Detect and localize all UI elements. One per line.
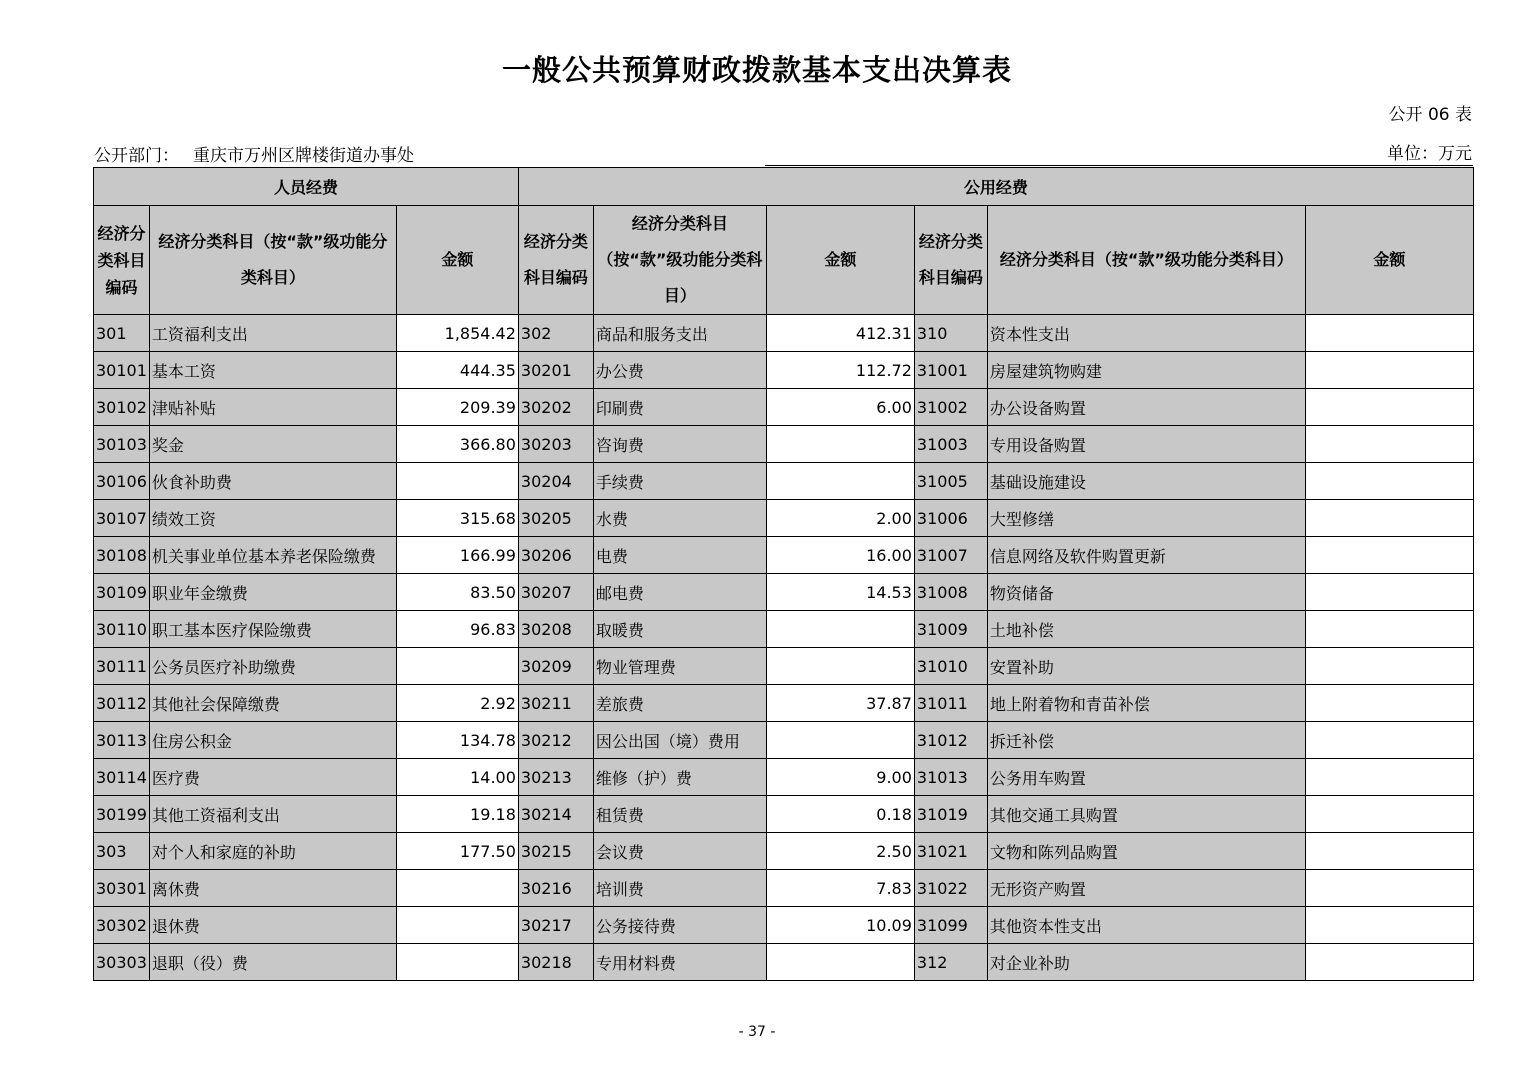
header-code: 经济分类科目编码 — [914, 206, 987, 315]
amount-cell: 444.35 — [396, 352, 518, 389]
amount-cell — [396, 944, 518, 981]
header-code: 经济分类科目编码 — [518, 206, 593, 315]
code-cell: 30112 — [94, 685, 150, 722]
name-cell: 水费 — [593, 500, 766, 537]
amount-cell — [766, 648, 914, 685]
name-cell: 土地补偿 — [987, 611, 1305, 648]
code-cell: 31009 — [914, 611, 987, 648]
code-cell: 30302 — [94, 907, 150, 944]
name-cell: 其他资本性支出 — [987, 907, 1305, 944]
table-row — [94, 833, 1474, 870]
name-cell: 因公出国（境）费用 — [593, 722, 766, 759]
amount-cell: 1,854.42 — [396, 315, 518, 352]
header-rule — [765, 165, 1473, 166]
code-cell: 31006 — [914, 500, 987, 537]
amount-cell: 19.18 — [396, 796, 518, 833]
code-cell: 30204 — [518, 463, 593, 500]
code-cell: 31021 — [914, 833, 987, 870]
table-row — [94, 648, 1474, 685]
amount-cell: 112.72 — [766, 352, 914, 389]
code-cell: 31003 — [914, 426, 987, 463]
column-header-row — [94, 206, 1474, 315]
name-cell: 物资储备 — [987, 574, 1305, 611]
code-cell: 31012 — [914, 722, 987, 759]
name-cell: 培训费 — [593, 870, 766, 907]
code-cell: 30110 — [94, 611, 150, 648]
name-cell: 安置补助 — [987, 648, 1305, 685]
table-row — [94, 870, 1474, 907]
amount-cell: 315.68 — [396, 500, 518, 537]
code-cell: 31013 — [914, 759, 987, 796]
table-row — [94, 315, 1474, 352]
name-cell: 无形资产购置 — [987, 870, 1305, 907]
table-row — [94, 611, 1474, 648]
header-amount: 金额 — [1305, 206, 1473, 315]
amount-cell — [766, 944, 914, 981]
table-row — [94, 352, 1474, 389]
name-cell: 津贴补贴 — [149, 389, 396, 426]
code-cell: 30114 — [94, 759, 150, 796]
name-cell: 基础设施建设 — [987, 463, 1305, 500]
table-row — [94, 389, 1474, 426]
amount-cell — [396, 463, 518, 500]
page-number: - 37 - — [738, 1024, 776, 1040]
name-cell: 办公设备购置 — [987, 389, 1305, 426]
code-cell: 301 — [94, 315, 150, 352]
amount-cell — [1305, 352, 1473, 389]
code-cell: 30209 — [518, 648, 593, 685]
code-cell: 30217 — [518, 907, 593, 944]
name-cell: 离休费 — [149, 870, 396, 907]
header-amount: 金额 — [396, 206, 518, 315]
amount-cell — [766, 722, 914, 759]
code-cell: 31019 — [914, 796, 987, 833]
amount-cell — [1305, 315, 1473, 352]
name-cell: 医疗费 — [149, 759, 396, 796]
amount-cell — [1305, 574, 1473, 611]
name-cell: 信息网络及软件购置更新 — [987, 537, 1305, 574]
amount-cell — [1305, 907, 1473, 944]
code-cell: 30109 — [94, 574, 150, 611]
amount-cell — [766, 426, 914, 463]
name-cell: 邮电费 — [593, 574, 766, 611]
name-cell: 公务员医疗补助缴费 — [149, 648, 396, 685]
header-name: 经济分类科目（按“款”级功能分类科目） — [593, 206, 766, 315]
code-cell: 30212 — [518, 722, 593, 759]
name-cell: 退职（役）费 — [149, 944, 396, 981]
code-cell: 30214 — [518, 796, 593, 833]
code-cell: 31005 — [914, 463, 987, 500]
amount-cell: 412.31 — [766, 315, 914, 352]
amount-cell — [766, 611, 914, 648]
code-cell: 31099 — [914, 907, 987, 944]
code-cell: 30205 — [518, 500, 593, 537]
page-title: 一般公共预算财政拨款基本支出决算表 — [501, 53, 1012, 87]
table-row — [94, 426, 1474, 463]
name-cell: 大型修缮 — [987, 500, 1305, 537]
amount-cell — [396, 648, 518, 685]
name-cell: 资本性支出 — [987, 315, 1305, 352]
name-cell: 对个人和家庭的补助 — [149, 833, 396, 870]
code-cell: 30208 — [518, 611, 593, 648]
code-cell: 31011 — [914, 685, 987, 722]
code-cell: 30218 — [518, 944, 593, 981]
section-header-row — [94, 168, 1474, 206]
section-personnel: 人员经费 — [94, 168, 519, 206]
name-cell: 住房公积金 — [149, 722, 396, 759]
name-cell: 其他工资福利支出 — [149, 796, 396, 833]
name-cell: 奖金 — [149, 426, 396, 463]
amount-cell — [1305, 463, 1473, 500]
code-cell: 31008 — [914, 574, 987, 611]
name-cell: 商品和服务支出 — [593, 315, 766, 352]
table-row — [94, 685, 1474, 722]
code-cell: 30113 — [94, 722, 150, 759]
code-cell: 30216 — [518, 870, 593, 907]
name-cell: 其他交通工具购置 — [987, 796, 1305, 833]
amount-cell: 9.00 — [766, 759, 914, 796]
name-cell: 公务接待费 — [593, 907, 766, 944]
amount-cell: 2.92 — [396, 685, 518, 722]
amount-cell — [396, 870, 518, 907]
table-row — [94, 537, 1474, 574]
name-cell: 办公费 — [593, 352, 766, 389]
amount-cell: 7.83 — [766, 870, 914, 907]
name-cell: 专用材料费 — [593, 944, 766, 981]
name-cell: 取暖费 — [593, 611, 766, 648]
amount-cell: 37.87 — [766, 685, 914, 722]
header-amount: 金额 — [766, 206, 914, 315]
amount-cell: 10.09 — [766, 907, 914, 944]
name-cell: 其他社会保障缴费 — [149, 685, 396, 722]
amount-cell: 209.39 — [396, 389, 518, 426]
name-cell: 会议费 — [593, 833, 766, 870]
amount-cell — [1305, 722, 1473, 759]
name-cell: 基本工资 — [149, 352, 396, 389]
code-cell: 30108 — [94, 537, 150, 574]
name-cell: 印刷费 — [593, 389, 766, 426]
code-cell: 30111 — [94, 648, 150, 685]
code-cell: 30101 — [94, 352, 150, 389]
name-cell: 拆迁补偿 — [987, 722, 1305, 759]
code-cell: 30103 — [94, 426, 150, 463]
code-cell: 30213 — [518, 759, 593, 796]
amount-cell: 2.00 — [766, 500, 914, 537]
table-row — [94, 759, 1474, 796]
amount-cell: 16.00 — [766, 537, 914, 574]
amount-cell — [1305, 759, 1473, 796]
code-cell: 30102 — [94, 389, 150, 426]
code-cell: 31022 — [914, 870, 987, 907]
code-cell: 31010 — [914, 648, 987, 685]
name-cell: 文物和陈列品购置 — [987, 833, 1305, 870]
name-cell: 职工基本医疗保险缴费 — [149, 611, 396, 648]
name-cell: 地上附着物和青苗补偿 — [987, 685, 1305, 722]
table-row — [94, 944, 1474, 981]
table-row — [94, 574, 1474, 611]
amount-cell — [1305, 611, 1473, 648]
code-cell: 30106 — [94, 463, 150, 500]
name-cell: 机关事业单位基本养老保险缴费 — [149, 537, 396, 574]
section-public: 公用经费 — [518, 168, 1473, 206]
amount-cell — [1305, 537, 1473, 574]
code-cell: 30202 — [518, 389, 593, 426]
name-cell: 差旅费 — [593, 685, 766, 722]
name-cell: 房屋建筑物购建 — [987, 352, 1305, 389]
name-cell: 工资福利支出 — [149, 315, 396, 352]
budget-table — [93, 167, 1474, 981]
code-cell: 31007 — [914, 537, 987, 574]
amount-cell — [396, 907, 518, 944]
header-name: 经济分类科目（按“款”级功能分类科目） — [987, 206, 1305, 315]
amount-cell: 14.53 — [766, 574, 914, 611]
amount-cell: 166.99 — [396, 537, 518, 574]
name-cell: 公务用车购置 — [987, 759, 1305, 796]
code-cell: 310 — [914, 315, 987, 352]
amount-cell — [1305, 685, 1473, 722]
name-cell: 手续费 — [593, 463, 766, 500]
code-cell: 312 — [914, 944, 987, 981]
name-cell: 职业年金缴费 — [149, 574, 396, 611]
amount-cell — [1305, 500, 1473, 537]
code-cell: 30206 — [518, 537, 593, 574]
amount-cell — [1305, 426, 1473, 463]
table-row — [94, 907, 1474, 944]
department-line — [94, 141, 414, 166]
amount-cell: 366.80 — [396, 426, 518, 463]
amount-cell — [1305, 833, 1473, 870]
code-cell: 30203 — [518, 426, 593, 463]
amount-cell: 2.50 — [766, 833, 914, 870]
name-cell: 租赁费 — [593, 796, 766, 833]
code-cell: 30207 — [518, 574, 593, 611]
code-cell: 30303 — [94, 944, 150, 981]
amount-cell: 96.83 — [396, 611, 518, 648]
code-cell: 302 — [518, 315, 593, 352]
name-cell: 电费 — [593, 537, 766, 574]
amount-cell — [1305, 796, 1473, 833]
name-cell: 伙食补助费 — [149, 463, 396, 500]
amount-cell: 6.00 — [766, 389, 914, 426]
code-cell: 30199 — [94, 796, 150, 833]
amount-cell — [766, 463, 914, 500]
table-row — [94, 463, 1474, 500]
amount-cell: 14.00 — [396, 759, 518, 796]
table-row — [94, 500, 1474, 537]
name-cell: 专用设备购置 — [987, 426, 1305, 463]
table-number: 公开 06 表 — [1388, 105, 1472, 125]
code-cell: 30211 — [518, 685, 593, 722]
table-row — [94, 722, 1474, 759]
code-cell: 30301 — [94, 870, 150, 907]
amount-cell: 0.18 — [766, 796, 914, 833]
code-cell: 30215 — [518, 833, 593, 870]
table-row — [94, 796, 1474, 833]
name-cell: 退休费 — [149, 907, 396, 944]
name-cell: 对企业补助 — [987, 944, 1305, 981]
code-cell: 30201 — [518, 352, 593, 389]
name-cell: 物业管理费 — [593, 648, 766, 685]
code-cell: 31001 — [914, 352, 987, 389]
department-label: 公开部门： — [94, 146, 179, 166]
amount-cell — [1305, 944, 1473, 981]
amount-cell — [1305, 648, 1473, 685]
name-cell: 绩效工资 — [149, 500, 396, 537]
amount-cell — [1305, 870, 1473, 907]
header-code: 经济分类科目编码 — [94, 206, 150, 315]
amount-cell: 134.78 — [396, 722, 518, 759]
unit-label: 单位：万元 — [1387, 144, 1472, 164]
code-cell: 303 — [94, 833, 150, 870]
name-cell: 维修（护）费 — [593, 759, 766, 796]
name-cell: 咨询费 — [593, 426, 766, 463]
amount-cell — [1305, 389, 1473, 426]
code-cell: 31002 — [914, 389, 987, 426]
amount-cell: 177.50 — [396, 833, 518, 870]
code-cell: 30107 — [94, 500, 150, 537]
department-name: 重庆市万州区牌楼街道办事处 — [193, 146, 414, 166]
header-name: 经济分类科目（按“款”级功能分类科目） — [149, 206, 396, 315]
amount-cell: 83.50 — [396, 574, 518, 611]
